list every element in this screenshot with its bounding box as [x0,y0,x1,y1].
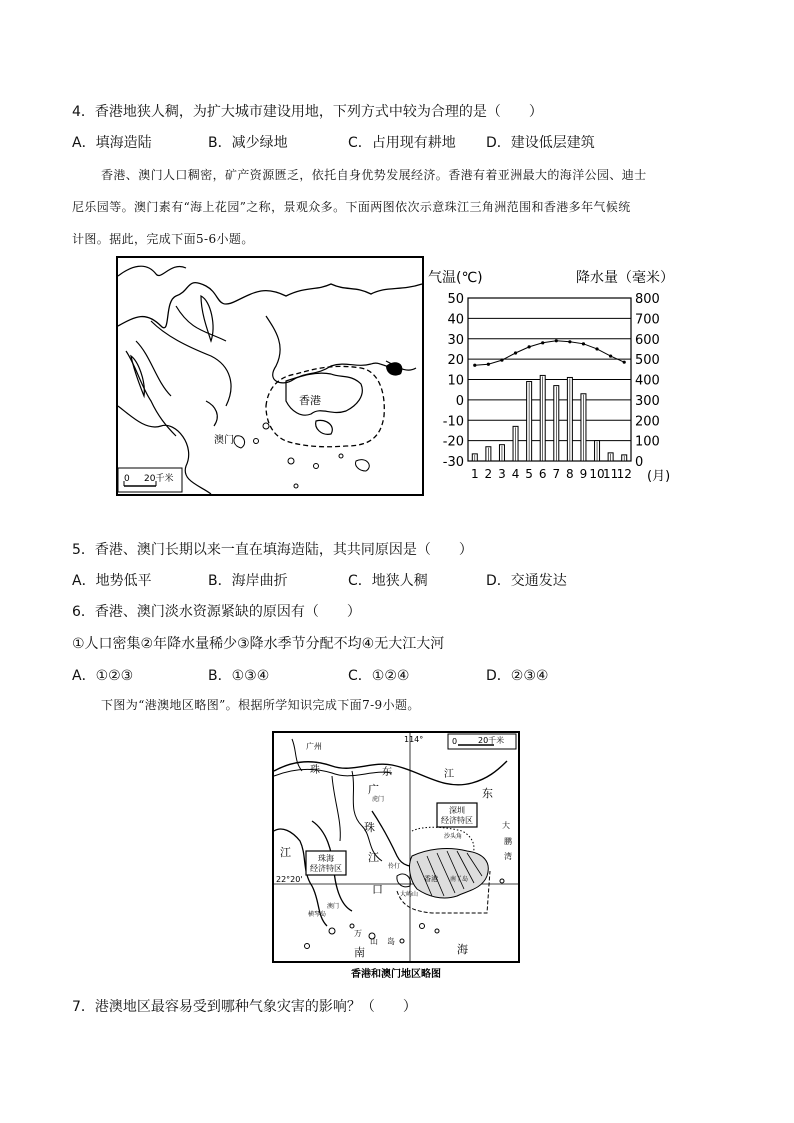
chart-left-tick: 30 [447,332,464,348]
chart-temp-point [595,347,598,350]
chart-right-tick: 100 [635,434,660,450]
passage1-line1: 香港、澳门人口稠密，矿产资源匮乏，依托自身优势发展经济。香港有着亚洲最大的海洋公园、迪士 [101,168,647,182]
chart-temp-point [500,359,503,362]
map2-kou: 口 [372,883,383,896]
chart-temp-point [568,340,571,343]
q4-option-c: C．占用现有耕地 [348,135,456,151]
passage1-line3: 计图。据此，完成下面5-6小题。 [72,232,254,246]
chart-temp-point [487,363,490,366]
q4-option-b: B．减少绿地 [208,135,288,151]
q4-option-a: A．填海造陆 [72,135,152,151]
map1-scale-zero: 0 [124,474,130,484]
q6-option-d: D．②③④ [486,668,549,684]
map2-sea: 海 [457,943,468,956]
chart-month-tick: 12 [616,467,632,481]
chart-right-tick: 0 [635,455,644,470]
chart-temp-line [475,341,624,365]
passage1-line2: 尼乐园等。澳门素有“海上花园”之称，景观众多。下面两图依次示意珠江三角洲范围和香港多年气候统 [72,200,631,214]
map2-dong: 东 [482,787,493,800]
chart-month-tick: 9 [579,467,588,481]
chart-temp-point [541,341,544,344]
map2-pearl1: 珠 [364,821,375,834]
map2-hk: 香港 [424,875,438,883]
map2-humen: 虎门 [372,796,385,803]
chart-left-tick: 0 [455,393,464,409]
map2-guang: 广 [368,783,379,796]
chart-right-tick: 600 [635,332,660,348]
chart-month-tick: 11 [602,467,619,481]
chart-left-tick: -20 [442,434,464,450]
map2-zhuhai: 珠海 [318,854,334,863]
map2-lamma: 南丫岛 [450,876,469,883]
map2-shatoujiao: 沙头角 [444,833,463,840]
chart-right-tick: 400 [635,373,660,389]
q5-option-b: B．海岸曲折 [208,573,288,589]
chart-month-tick: 4 [511,467,520,481]
chart-right-tick: 300 [635,393,660,409]
chart-temp-point [623,361,626,364]
map2-dao: 岛 [387,937,395,946]
map2-zhu: 珠 [310,765,320,776]
map2-hengqin: 横琴岛 [308,911,327,918]
map2-lingding: 伶仃 [388,863,401,870]
map2-south: 南 [354,946,365,959]
map1-scale-dist: 20千米 [144,474,174,484]
chart-left-tick: 10 [447,373,464,389]
map2-pearl2: 江 [368,851,379,864]
chart-left-tick: 50 [447,292,464,307]
climate-right-title: 降水量（毫米） [576,270,674,286]
chart-temp-point [609,354,612,357]
q6-option-a: A．①②③ [72,668,134,684]
q7-stem: 7．港澳地区最容易受到哪种气象灾害的影响？（ ） [72,999,417,1015]
q4-option-d: D．建设低层建筑 [486,135,595,151]
chart-month-tick: 7 [552,467,561,481]
passage2: 下图为“港澳地区略图”。根据所学知识完成下面7-9小题。 [101,698,420,712]
chart-left-tick: 40 [447,312,464,328]
q6-stem: 6．香港、澳门淡水资源紧缺的原因有（ ） [72,604,361,620]
chart-temp-point [582,342,585,345]
q4-stem: 4．香港地狭人稠，为扩大城市建设用地，下列方式中较为合理的是（ ） [72,104,543,120]
map2-da: 大 [502,821,510,830]
chart-left-tick: 20 [447,353,464,369]
hk-macau-map [272,731,520,983]
chart-temp-point [555,339,558,342]
chart-month-tick: 10 [589,467,605,481]
map2-lon: 114° [404,735,424,744]
chart-temp-point [473,364,476,367]
map2-scale-zero: 0 [452,737,458,746]
map2-dongjiang: 东 [382,767,392,778]
chart-right-tick: 500 [635,353,660,369]
chart-temp-point [528,345,531,348]
climate-month-unit: (月) [647,469,671,484]
pearl-delta-map [116,256,424,496]
map2-wan2: 湾 [504,852,512,861]
map2-wan: 万 [354,929,362,938]
chart-month-tick: 5 [525,467,533,481]
chart-month-tick: 6 [538,467,547,481]
map2-macau: 澳门 [327,903,340,910]
climate-left-title: 气温(℃) [428,270,483,286]
map2-dongjiang2: 江 [444,769,454,780]
map2-scale-dist: 20千米 [478,736,505,745]
chart-month-tick: 3 [498,467,506,481]
map2-peng: 鹏 [504,837,512,846]
chart-month-tick: 8 [566,467,574,481]
map2-lantau: 大屿山 [400,891,419,898]
q5-option-a: A．地势低平 [72,573,152,589]
map2-szzone: 经济特区 [441,816,473,825]
chart-right-tick: 700 [635,312,660,328]
q5-stem: 5．香港、澳门长期以来一直在填海造陆，其共同原因是（ ） [72,542,473,558]
map2-shenzhen: 深圳 [449,806,465,815]
q6-items: ①人口密集②年降水量稀少③降水季节分配不均④无大江大河 [72,636,445,652]
chart-month-tick: 2 [484,467,493,481]
q5-option-c: C．地狭人稠 [348,573,428,589]
q6-option-b: B．①③④ [208,668,270,684]
q6-option-c: C．①②④ [348,668,410,684]
map2-zhzone: 经济特区 [310,864,342,873]
map2-caption: 香港和澳门地区略图 [351,969,441,980]
chart-left-tick: -30 [442,455,464,470]
map1-label-macau: 澳门 [214,435,234,446]
q5-option-d: D．交通发达 [486,573,567,589]
map2-shan: 山 [370,937,378,946]
map2-xijiang: 江 [280,846,291,859]
map2-lat: 22°20' [276,875,303,884]
map2-guangzhou: 广州 [306,742,322,751]
chart-temp-point [514,351,517,354]
chart-right-tick: 800 [635,292,660,307]
climate-chart [426,266,688,488]
chart-right-tick: 200 [635,414,660,430]
chart-month-tick: 1 [470,467,479,481]
chart-left-tick: -10 [442,414,464,430]
map1-label-hongkong: 香港 [299,394,321,407]
